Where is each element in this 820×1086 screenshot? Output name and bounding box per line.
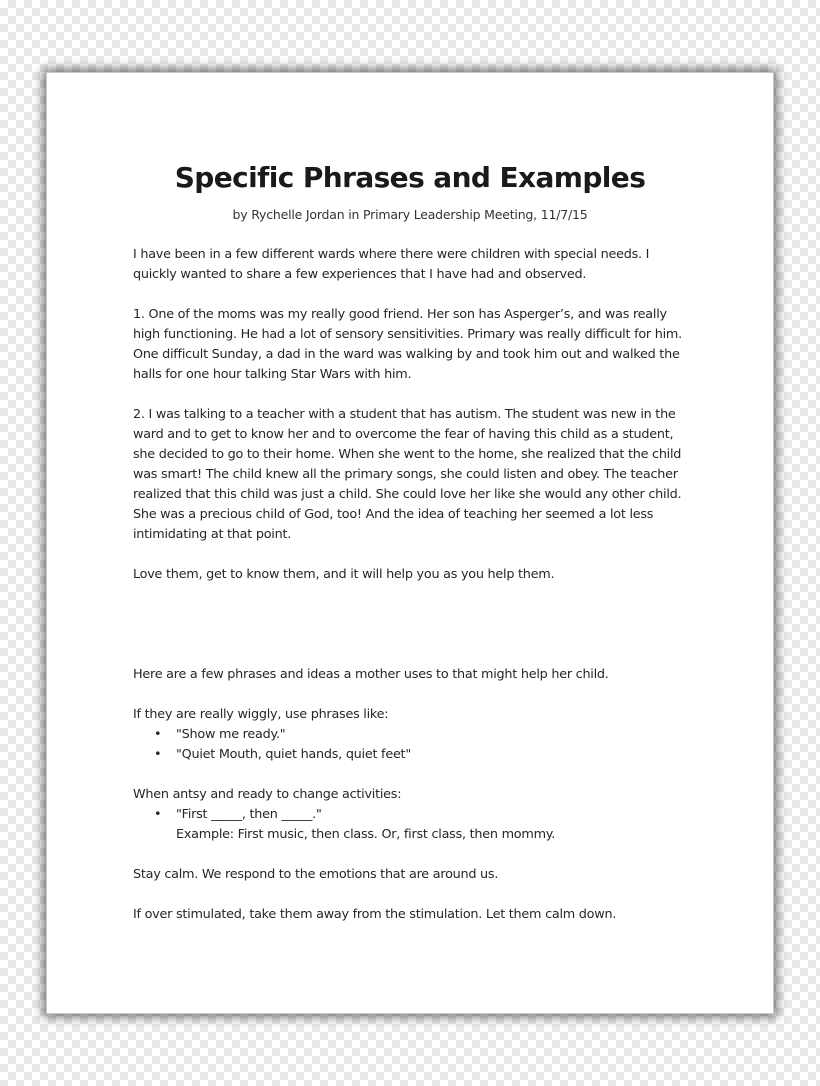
stay-calm-paragraph: Stay calm. We respond to the emotions that are around us.: [133, 867, 499, 882]
antsy-heading: When antsy and ready to change activities:: [133, 787, 402, 802]
document-title: Specific Phrases and Examples: [174, 161, 646, 194]
list-item: [133, 725, 693, 745]
wiggly-phrase-list: [133, 725, 693, 765]
bullet-icon: •: [154, 727, 162, 742]
document-byline: by Rychelle Jordan in Primary Leadership Meeting, 11/7/15: [232, 207, 588, 222]
wiggly-heading: If they are really wiggly, use phrases like:: [133, 707, 389, 722]
antsy-phrase-list: [133, 805, 693, 825]
document-page: [46, 72, 774, 1014]
list-item-text: "Quiet Mouth, quiet hands, quiet feet": [176, 747, 411, 762]
list-item: [133, 745, 693, 765]
intro-paragraph: I have been in a few different wards where there were children with special needs. I quickly wanted to share a few experiences that I have had and observed.: [133, 247, 650, 282]
list-item: [133, 805, 693, 825]
bullet-icon: •: [154, 807, 162, 822]
bullet-icon: •: [154, 747, 162, 762]
list-item-text: "Show me ready.": [176, 727, 286, 742]
love-them-paragraph: Love them, get to know them, and it will help you as you help them.: [133, 567, 555, 582]
phrases-intro-paragraph: Here are a few phrases and ideas a mother uses to that might help her child.: [133, 667, 609, 682]
example-two-paragraph: 2. I was talking to a teacher with a student that has autism. The student was new in the ward and to get to know her and to overcome the fear of having this child as a student, she decided to go to their home. When she went to the home, she realized that the child was smart! The child knew all the primary songs, she could listen and obey. The teacher realized that this child was just a child. She could love her like she would any other child. She was a precious child of God, too! And the idea of teaching her seemed a lot less intimidating at that point.: [133, 407, 682, 542]
document-body: [133, 245, 693, 925]
list-item-text: "First _____, then _____.": [176, 807, 322, 822]
antsy-example: Example: First music, then class. Or, first class, then mommy.: [176, 827, 556, 842]
example-one-paragraph: 1. One of the moms was my really good friend. Her son has Asperger’s, and was really high functioning. He had a lot of sensory sensitivities. Primary was really difficult for him. One difficult Sunday, a dad in the ward was walking by and took him out and walked the halls for one hour talking Star Wars with him.: [133, 307, 682, 382]
over-stimulated-paragraph: If over stimulated, take them away from the stimulation. Let them calm down.: [133, 907, 617, 922]
